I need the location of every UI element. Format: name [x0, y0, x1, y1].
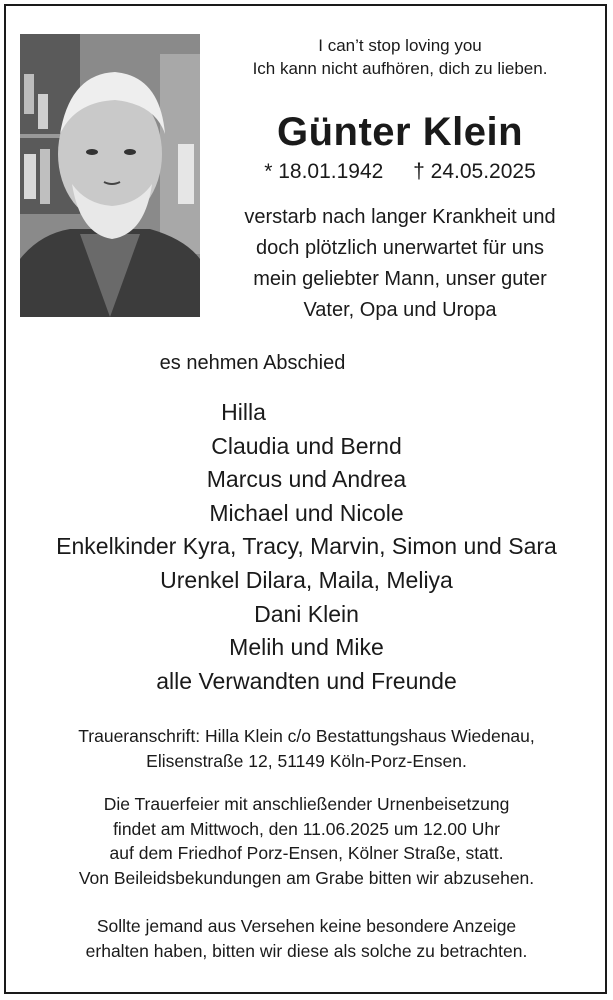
mourning-address — [0, 724, 613, 773]
mourner-item: Dani Klein — [254, 600, 359, 627]
quote-line-english: I can’t stop loving you — [318, 36, 482, 55]
mourner-item: Urenkel Dilara, Maila, Meliya — [160, 566, 453, 593]
life-dates — [210, 160, 590, 184]
death-date: † 24.05.2025 — [413, 160, 536, 183]
address-line: Elisenstraße 12, 51149 Köln-Porz-Ensen. — [146, 750, 467, 771]
farewell-intro — [0, 352, 613, 375]
service-line: findet am Mittwoch, den 11.06.2025 um 12.00 Uhr — [113, 818, 500, 839]
mourner-item: Claudia und Bernd — [211, 432, 402, 459]
quote — [210, 34, 590, 80]
address-line: Traueranschrift: Hilla Klein c/o Bestattungshaus Wiedenau, — [78, 726, 535, 746]
mourner-item: Michael und Nicole — [209, 499, 404, 526]
note-line: Sollte jemand aus Versehen keine besondere Anzeige — [96, 916, 517, 936]
note-line: erhalten haben, bitten wir diese als solche zu betrachten. — [85, 940, 528, 961]
service-line: Von Beileidsbekundungen am Grabe bitten wir abzusehen. — [78, 867, 535, 888]
description-line: mein geliebter Mann, unser guter — [253, 268, 547, 290]
closing-note — [0, 914, 613, 963]
mourner-item: Hilla — [221, 399, 266, 425]
description-line: Vater, Opa und Uropa — [303, 299, 497, 321]
death-description — [210, 202, 590, 326]
farewell-intro-text: es nehmen Abschied — [159, 352, 346, 374]
funeral-service-info — [0, 792, 613, 890]
description-line: verstarb nach langer Krankheit und — [244, 206, 556, 228]
mourner-item: Melih und Mike — [229, 634, 384, 661]
mourner-item: Marcus und Andrea — [206, 466, 407, 493]
portrait-photo — [20, 34, 200, 317]
birth-date: * 18.01.1942 — [264, 160, 384, 183]
mourner-item: Enkelkinder Kyra, Tracy, Marvin, Simon und Sara — [56, 533, 557, 560]
mourner-item: alle Verwandten und Freunde — [156, 667, 457, 694]
deceased-name: Günter Klein — [276, 110, 524, 154]
mourners-list — [0, 396, 613, 698]
description-line: doch plötzlich unerwartet für uns — [256, 237, 544, 259]
service-line: Die Trauerfeier mit anschließender Urnenbeisetzung — [103, 794, 510, 814]
service-line: auf dem Friedhof Porz-Ensen, Kölner Straße, statt. — [109, 843, 504, 863]
quote-line-german: Ich kann nicht aufhören, dich zu lieben. — [252, 59, 548, 78]
